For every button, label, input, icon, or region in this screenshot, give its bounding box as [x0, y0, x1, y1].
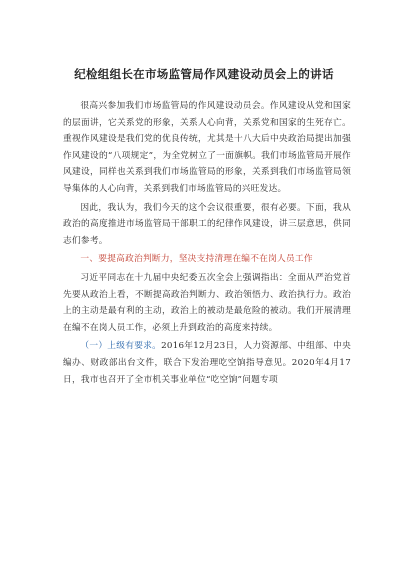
paragraph-1: 很高兴参加我们市场监管局的作风建设动员会。作风建设从党和国家的层面讲，它关系党的形象，关系人心向背，关系党和国家的生死存亡。重视作风建设是我们党的优良传统，尤其是十八大后中央政治局提出加强作风建设的“八项规定”，为全党树立了一面旗帜。我们市场监管局开展作风建设，同样也关系到我们市场监管局的形象，关系到我们市场监管局领导集体的人心向背，关系到我们市场监管局的兴旺发达。	[63, 101, 351, 194]
subheading-1: （一）上级有要求。	[80, 341, 162, 352]
section-heading-1: 一、要提高政治判断力，坚决支持清理在编不在岗人员工作	[80, 254, 313, 265]
paragraph-4	[63, 338, 351, 388]
paragraph-3: 习近平同志在十九届中央纪委五次全会上强调指出：全面从严治党首先要从政治上看，不断提高政治判断力、政治领悟力、政治执行力。政治上的主动是最有利的主动，政治上的被动是最危险的被动。我们开展清理在编不在岗人员工作，必须上升到政治的高度来持续。	[63, 272, 351, 333]
document-title: 纪检组组长在市场监管局作风建设动员会上的讲话	[74, 67, 334, 81]
document-body	[63, 98, 351, 390]
paragraph-2: 因此，我认为，我们今天的这个会议很重要，很有必要。下面，我从政治的高度推进市场监管局干部职工的纪律作风建设，讲三层意思，供同志们参考。	[63, 202, 351, 246]
paragraph-4-text: 2016年12月23日，人力资源部、中组部、中央编办、财政部出台文件，联合下发治理吃空饷指导意见。2020年4月17日，我市也召开了全市机关事业单位“吃空饷”问题专项	[63, 341, 352, 385]
